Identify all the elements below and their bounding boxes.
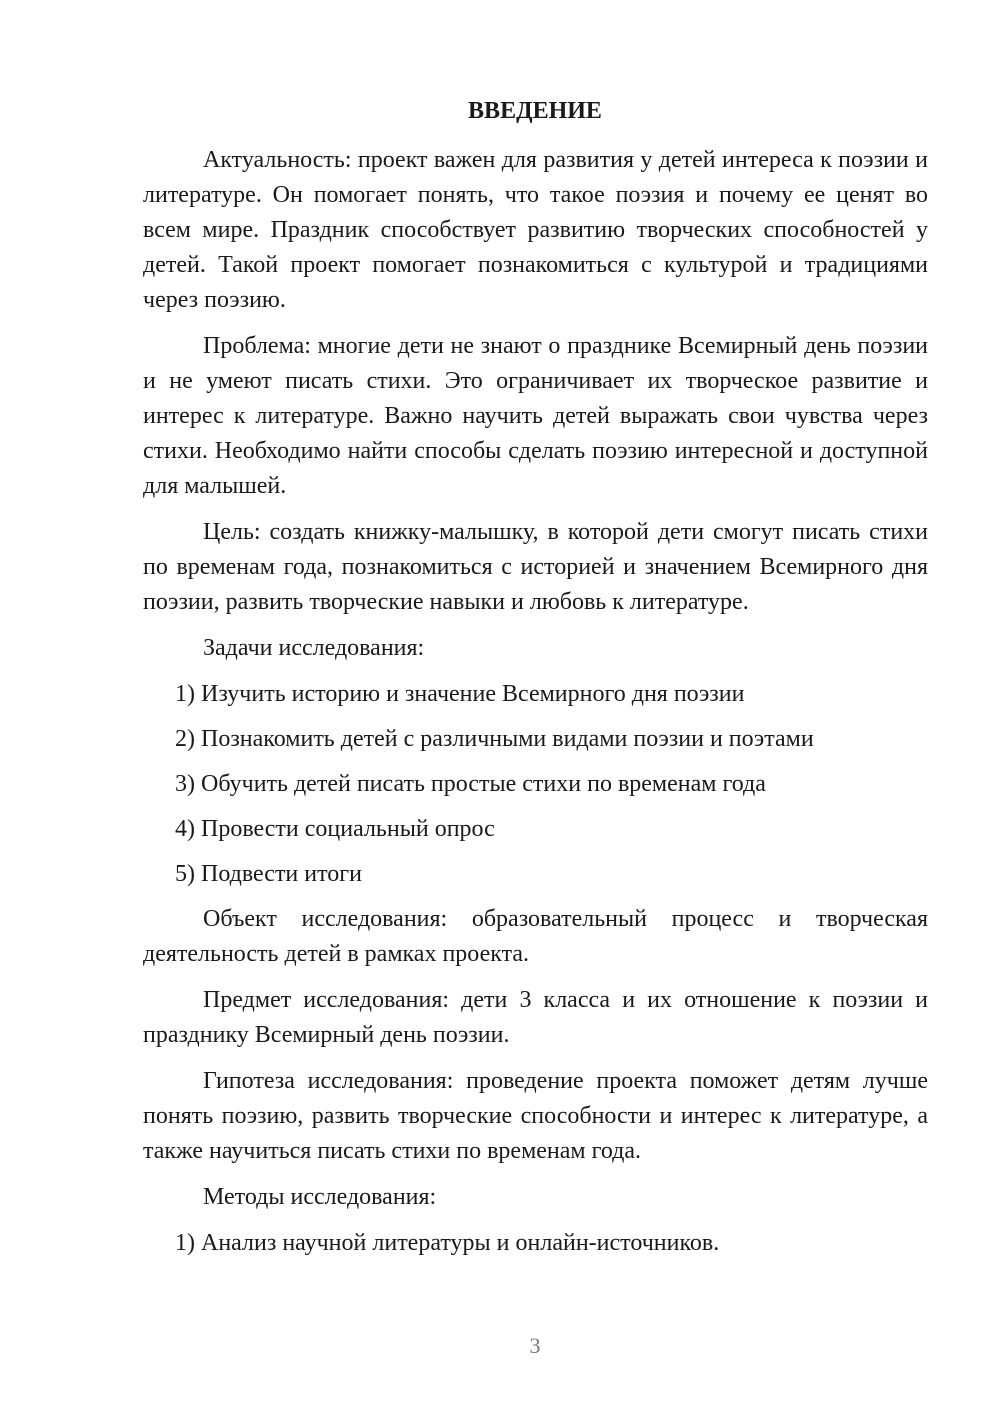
relevance-paragraph: Актуальность: проект важен для развития у детей интереса к поэзии и литературе. Он помогает понять, что такое поэзия и почему ее ценят во всем мире. Праздник способствует развитию творческих способностей у детей. Такой проект помогает познакомиться с культурой и традициями через поэзию. xyxy=(143,147,928,313)
list-item: 1) Изучить историю и значение Всемирного дня поэзии xyxy=(175,681,745,707)
goal-paragraph: Цель: создать книжку-малышку, в которой дети смогут писать стихи по временам года, познакомиться с историей и значением Всемирного дня поэзии, развить творческие навыки и любовь к литературе. xyxy=(143,519,928,615)
list-item: 3) Обучить детей писать простые стихи по временам года xyxy=(175,771,766,797)
tasks-label: Задачи исследования: xyxy=(203,635,425,661)
list-item: 5) Подвести итоги xyxy=(175,861,362,887)
problem-paragraph: Проблема: многие дети не знают о празднике Всемирный день поэзии и не умеют писать стихи. Это ограничивает их творческое развитие и интерес к литературе. Важно научить детей выражать свои чувства через стихи. Необходимо найти способы сделать поэзию интересной и доступной для малышей. xyxy=(143,333,928,499)
methods-label: Методы исследования: xyxy=(203,1184,437,1210)
section-title: ВВЕДЕНИЕ xyxy=(468,98,602,124)
object-paragraph: Объект исследования: образовательный процесс и творческая деятельность детей в рамках проекта. xyxy=(143,906,928,967)
tasks-list xyxy=(143,677,928,892)
methods-list xyxy=(143,1226,928,1261)
body-text xyxy=(143,143,928,1271)
hypothesis-paragraph: Гипотеза исследования: проведение проекта поможет детям лучше понять поэзию, развить творческие способности и интерес к литературе, а также научиться писать стихи по временам года. xyxy=(143,1068,928,1164)
page-number: 3 xyxy=(529,1333,541,1358)
list-item: 1) Анализ научной литературы и онлайн-источников. xyxy=(175,1230,720,1256)
subject-paragraph: Предмет исследования: дети 3 класса и их отношение к поэзии и празднику Всемирный день поэзии. xyxy=(143,987,928,1048)
list-item: 4) Провести социальный опрос xyxy=(175,816,495,842)
list-item: 2) Познакомить детей с различными видами поэзии и поэтами xyxy=(175,726,814,752)
